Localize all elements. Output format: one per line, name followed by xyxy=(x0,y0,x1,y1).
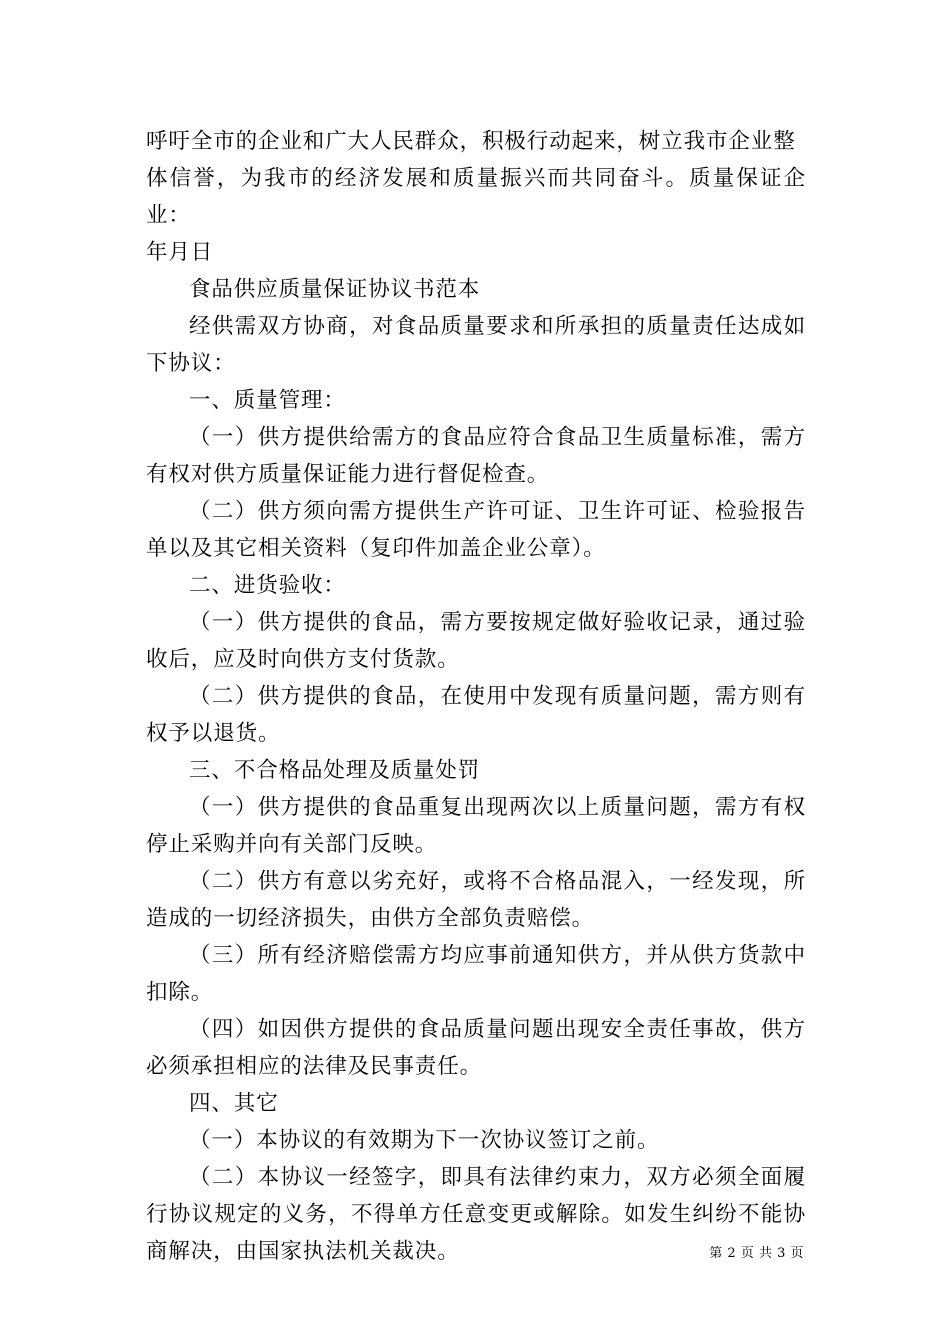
clause-3-1: （一）供方提供的食品重复出现两次以上质量问题，需方有权停止采购并向有关部门反映。 xyxy=(146,795,806,857)
clause-3-2: （二）供方有意以劣充好，或将不合格品混入，一经发现，所造成的一切经济损失，由供方全部负责赔偿。 xyxy=(146,869,806,931)
clause-2-1: （一）供方提供的食品，需方要按规定做好验收记录，通过验收后，应及时向供方支付货款。 xyxy=(146,610,806,672)
page-footer xyxy=(709,1246,804,1262)
clause-4-1: （一）本协议的有效期为下一次协议签订之前。 xyxy=(189,1128,660,1153)
opening-line-1: 呼吁全市的企业和广大人民群众，积极行动起来，树立我市企业整 xyxy=(146,129,796,154)
opening-paragraph xyxy=(146,123,806,271)
clause-4-2: （二）本协议一经签字，即具有法律约束力，双方必须全面履行协议规定的义务，不得单方任意变更或解除。如发生纠纷不能协商解决，由国家执法机关裁决。 xyxy=(146,1165,806,1264)
section-heading-other: 四、其它 xyxy=(189,1091,279,1116)
clause-3-4: （四）如因供方提供的食品质量问题出现安全责任事故，供方必须承担相应的法律及民事责任。 xyxy=(146,1017,806,1079)
document-body xyxy=(146,123,806,1270)
intro-paragraph: 经供需双方协商，对食品质量要求和所承担的质量责任达成如下协议： xyxy=(146,314,806,376)
section-heading-nonconforming: 三、不合格品处理及质量处罚 xyxy=(189,758,481,783)
section-heading-quality-management: 一、质量管理： xyxy=(189,388,346,413)
clause-1-1: （一）供方提供给需方的食品应符合食品卫生质量标准，需方有权对供方质量保证能力进行督促检查。 xyxy=(146,425,806,487)
section-heading-acceptance: 二、进货验收： xyxy=(189,573,346,598)
clause-1-2: （二）供方须向需方提供生产许可证、卫生许可证、检验报告单以及其它相关资料（复印件加盖企业公章）。 xyxy=(146,499,806,561)
document-title: 食品供应质量保证协议书范本 xyxy=(189,277,481,302)
opening-line-3: 年月日 xyxy=(146,240,214,265)
clause-2-2: （二）供方提供的食品，在使用中发现有质量问题，需方则有权予以退货。 xyxy=(146,684,806,746)
clause-3-3: （三）所有经济赔偿需方均应事前通知供方，并从供方货款中扣除。 xyxy=(146,943,806,1005)
opening-line-2: 体信誉，为我市的经济发展和质量振兴而共同奋斗。质量保证企业： xyxy=(146,166,806,228)
page-indicator: 第 2 页 共 3 页 xyxy=(709,1246,804,1261)
